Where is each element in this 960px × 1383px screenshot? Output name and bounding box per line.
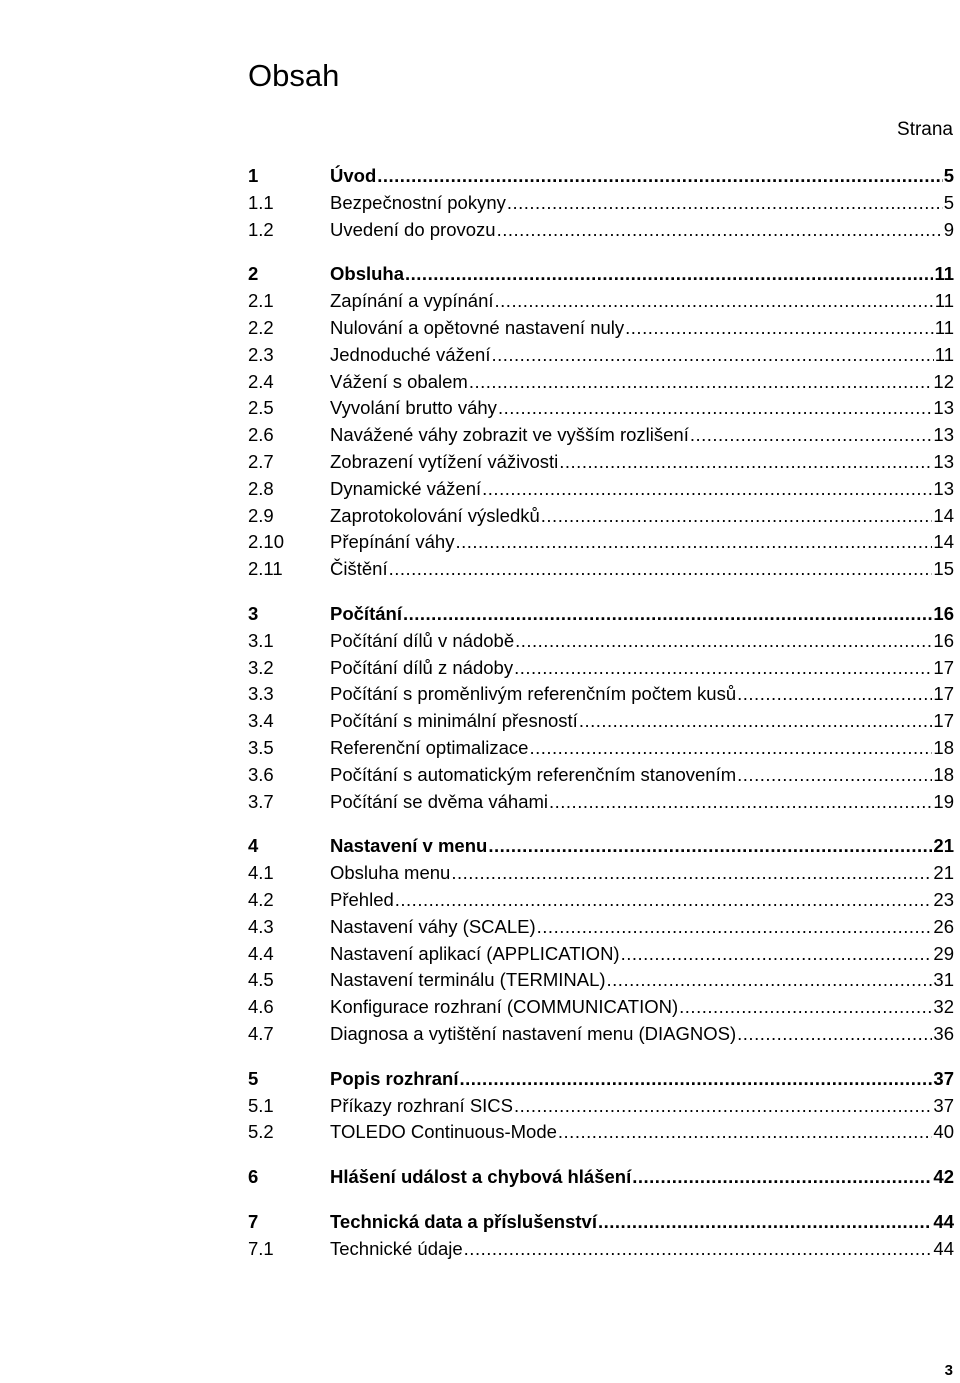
toc-dot-leader <box>403 601 932 628</box>
toc-entry-number: 5.2 <box>248 1121 274 1143</box>
toc-entry-number: 2.6 <box>248 424 274 446</box>
toc-entry-row[interactable] <box>248 1093 954 1120</box>
toc-entry-title: Vyvolání brutto váhy <box>330 397 497 419</box>
toc-dot-leader <box>377 163 942 190</box>
toc-dot-leader <box>737 1021 932 1048</box>
page-title: Obsah <box>248 58 340 93</box>
toc-entry-page: 11 <box>934 263 954 285</box>
toc-dot-leader <box>491 342 933 369</box>
page-number: 3 <box>944 1362 953 1379</box>
toc-entry-row[interactable] <box>248 503 954 530</box>
toc-chapter-row[interactable] <box>248 601 954 628</box>
toc-entry-number: 2.10 <box>248 531 285 553</box>
toc-entry-row[interactable] <box>248 422 954 449</box>
toc-chapter-row[interactable] <box>248 833 954 860</box>
toc-entry-row[interactable] <box>248 708 954 735</box>
toc-entry-number: 2.9 <box>248 504 274 526</box>
toc-entry-title: Popis rozhraní <box>330 1067 459 1089</box>
toc-entry-page: 44 <box>933 1237 954 1259</box>
toc-section <box>248 601 954 815</box>
toc-entry-page: 17 <box>933 656 954 678</box>
toc-section <box>248 261 954 583</box>
toc-dot-leader <box>621 941 933 968</box>
toc-entry-row[interactable] <box>248 190 954 217</box>
toc-dot-leader <box>607 967 933 994</box>
toc-entry-page: 17 <box>933 683 954 705</box>
toc-dot-leader <box>514 655 932 682</box>
toc-entry-number: 1.1 <box>248 191 274 213</box>
toc-dot-leader <box>598 1209 932 1236</box>
toc-entry-title: Technická data a příslušenství <box>330 1210 597 1232</box>
toc-entry-page: 26 <box>933 915 954 937</box>
table-of-contents <box>248 163 954 1280</box>
toc-section <box>248 1164 954 1191</box>
toc-entry-title: Počítání s automatickým referenčním stanovením <box>330 763 737 785</box>
toc-dot-leader <box>515 628 932 655</box>
toc-entry-number: 7 <box>248 1210 259 1232</box>
toc-entry-title: Technické údaje <box>330 1237 463 1259</box>
toc-dot-leader <box>559 449 932 476</box>
toc-entry-title: Zobrazení vytížení váživosti <box>330 450 559 472</box>
toc-entry-row[interactable] <box>248 288 954 315</box>
toc-entry-page: 40 <box>933 1121 954 1143</box>
toc-entry-row[interactable] <box>248 967 954 994</box>
toc-entry-number: 7.1 <box>248 1237 274 1259</box>
toc-entry-number: 3.5 <box>248 736 274 758</box>
toc-entry-title: Počítání dílů v nádobě <box>330 629 515 651</box>
toc-entry-number: 2.8 <box>248 477 274 499</box>
toc-entry-number: 5.1 <box>248 1094 274 1116</box>
toc-entry-page: 17 <box>933 710 954 732</box>
toc-entry-title: Jednoduché vážení <box>330 343 491 365</box>
toc-dot-leader <box>737 681 932 708</box>
toc-entry-page: 44 <box>933 1210 954 1232</box>
toc-entry-title: Uvedení do provozu <box>330 218 496 240</box>
toc-chapter-row[interactable] <box>248 1209 954 1236</box>
toc-entry-title: Zaprotokolování výsledků <box>330 504 540 526</box>
toc-entry-row[interactable] <box>248 529 954 556</box>
toc-dot-leader <box>690 422 933 449</box>
toc-entry-row[interactable] <box>248 1236 954 1263</box>
toc-dot-leader <box>579 708 933 735</box>
toc-dot-leader <box>737 762 932 789</box>
toc-entry-number: 2 <box>248 263 259 285</box>
toc-entry-page: 12 <box>933 370 954 392</box>
toc-entry-number: 2.2 <box>248 316 274 338</box>
toc-entry-title: Nulování a opětovné nastavení nuly <box>330 316 625 338</box>
toc-entry-title: Počítání se dvěma váhami <box>330 790 548 812</box>
toc-entry-page: 19 <box>933 790 954 812</box>
toc-entry-title: Nastavení váhy (SCALE) <box>330 915 536 937</box>
toc-entry-page: 37 <box>933 1094 954 1116</box>
toc-entry-page: 32 <box>933 996 954 1018</box>
toc-dot-leader <box>495 288 934 315</box>
toc-dot-leader <box>389 556 933 583</box>
toc-dot-leader <box>451 860 932 887</box>
toc-entry-title: Dynamické vážení <box>330 477 482 499</box>
toc-entry-title: Obsluha menu <box>330 862 451 884</box>
toc-dot-leader <box>507 190 943 217</box>
toc-entry-title: Navážené váhy zobrazit ve vyšším rozlišení <box>330 424 689 446</box>
toc-entry-row[interactable] <box>248 369 954 396</box>
toc-chapter-row[interactable] <box>248 261 954 288</box>
toc-entry-title: Vážení s obalem <box>330 370 468 392</box>
toc-entry-page: 13 <box>933 477 954 499</box>
toc-chapter-row[interactable] <box>248 1066 954 1093</box>
toc-entry-page: 16 <box>933 629 954 651</box>
toc-entry-title: TOLEDO Continuous-Mode <box>330 1121 557 1143</box>
toc-entry-page: 13 <box>933 450 954 472</box>
toc-entry-row[interactable] <box>248 476 954 503</box>
toc-section <box>248 833 954 1047</box>
toc-entry-number: 2.4 <box>248 370 274 392</box>
toc-entry-title: Počítání s minimální přesností <box>330 710 578 732</box>
toc-entry-title: Příkazy rozhraní SICS <box>330 1094 514 1116</box>
toc-entry-row[interactable] <box>248 941 954 968</box>
toc-dot-leader <box>395 887 933 914</box>
toc-entry-title: Zapínání a vypínání <box>330 290 494 312</box>
toc-entry-title: Nastavení aplikací (APPLICATION) <box>330 942 620 964</box>
toc-entry-row[interactable] <box>248 1021 954 1048</box>
toc-chapter-row[interactable] <box>248 163 954 190</box>
toc-dot-leader <box>455 529 932 556</box>
toc-entry-page: 29 <box>933 942 954 964</box>
toc-section <box>248 163 954 243</box>
toc-entry-title: Diagnosa a vytištění nastavení menu (DIAGNOS) <box>330 1022 737 1044</box>
toc-dot-leader <box>541 503 933 530</box>
toc-dot-leader <box>482 476 932 503</box>
toc-entry-number: 4.7 <box>248 1022 274 1044</box>
toc-entry-number: 3 <box>248 602 259 624</box>
toc-entry-page: 31 <box>933 969 954 991</box>
toc-dot-leader <box>405 261 933 288</box>
toc-section <box>248 1209 954 1263</box>
toc-entry-title: Referenční optimalizace <box>330 736 529 758</box>
toc-entry-title: Úvod <box>330 165 377 186</box>
toc-entry-number: 2.7 <box>248 450 274 472</box>
toc-entry-number: 4.6 <box>248 996 274 1018</box>
toc-entry-number: 4.3 <box>248 915 274 937</box>
toc-entry-row[interactable] <box>248 342 954 369</box>
toc-entry-number: 2.5 <box>248 397 274 419</box>
toc-entry-page: 5 <box>943 165 954 186</box>
toc-entry-number: 2.1 <box>248 290 274 312</box>
toc-dot-leader <box>679 994 932 1021</box>
toc-entry-row[interactable] <box>248 681 954 708</box>
toc-entry-title: Konfigurace rozhraní (COMMUNICATION) <box>330 996 679 1018</box>
toc-chapter-row[interactable] <box>248 1164 954 1191</box>
toc-entry-number: 1 <box>248 165 259 186</box>
toc-entry-number: 2.3 <box>248 343 274 365</box>
toc-dot-leader <box>464 1236 933 1263</box>
toc-dot-leader <box>549 789 932 816</box>
toc-entry-number: 3.1 <box>248 629 274 651</box>
toc-entry-title: Přehled <box>330 888 394 910</box>
toc-entry-row[interactable] <box>248 860 954 887</box>
toc-dot-leader <box>632 1164 932 1191</box>
toc-entry-number: 3.6 <box>248 763 274 785</box>
toc-entry-page: 23 <box>933 888 954 910</box>
toc-entry-title: Bezpečnostní pokyny <box>330 191 506 213</box>
toc-entry-number: 4.5 <box>248 969 274 991</box>
toc-dot-leader <box>537 914 933 941</box>
toc-section <box>248 1066 954 1146</box>
toc-entry-number: 4.1 <box>248 862 274 884</box>
toc-entry-page: 37 <box>933 1067 954 1089</box>
toc-dot-leader <box>498 395 932 422</box>
toc-entry-page: 5 <box>943 191 954 213</box>
toc-dot-leader <box>469 369 933 396</box>
toc-entry-title: Hlášení událost a chybová hlášení <box>330 1166 632 1188</box>
toc-entry-row[interactable] <box>248 655 954 682</box>
toc-entry-number: 3.2 <box>248 656 274 678</box>
toc-entry-page: 11 <box>934 290 954 312</box>
toc-entry-row[interactable] <box>248 735 954 762</box>
toc-entry-row[interactable] <box>248 994 954 1021</box>
toc-dot-leader <box>488 833 932 860</box>
toc-entry-page: 11 <box>934 343 954 365</box>
toc-entry-row[interactable] <box>248 762 954 789</box>
page-column-header: Strana <box>897 119 953 140</box>
toc-entry-row[interactable] <box>248 1119 954 1146</box>
toc-entry-row[interactable] <box>248 556 954 583</box>
toc-entry-number: 3.3 <box>248 683 274 705</box>
toc-entry-number: 4.2 <box>248 888 274 910</box>
toc-entry-title: Nastavení terminálu (TERMINAL) <box>330 969 606 991</box>
toc-entry-page: 42 <box>933 1166 954 1188</box>
toc-entry-page: 18 <box>933 763 954 785</box>
toc-entry-number: 3.7 <box>248 790 274 812</box>
toc-entry-number: 2.11 <box>248 558 283 580</box>
toc-entry-page: 16 <box>933 602 954 624</box>
toc-entry-page: 21 <box>933 862 954 884</box>
toc-entry-row[interactable] <box>248 217 954 244</box>
toc-entry-title: Čištění <box>330 558 388 580</box>
toc-entry-number: 4.4 <box>248 942 274 964</box>
toc-entry-page: 14 <box>933 504 954 526</box>
toc-entry-row[interactable] <box>248 789 954 816</box>
toc-entry-page: 14 <box>933 531 954 553</box>
toc-entry-title: Počítání s proměnlivým referenčním počtem kusů <box>330 683 737 705</box>
toc-dot-leader <box>497 217 943 244</box>
toc-entry-row[interactable] <box>248 914 954 941</box>
toc-entry-page: 13 <box>933 397 954 419</box>
toc-entry-number: 6 <box>248 1166 259 1188</box>
toc-entry-number: 5 <box>248 1067 259 1089</box>
toc-entry-page: 18 <box>933 736 954 758</box>
toc-entry-number: 1.2 <box>248 218 274 240</box>
toc-entry-row[interactable] <box>248 628 954 655</box>
toc-dot-leader <box>625 315 934 342</box>
toc-entry-row[interactable] <box>248 887 954 914</box>
toc-dot-leader <box>514 1093 932 1120</box>
toc-dot-leader <box>558 1119 933 1146</box>
toc-entry-page: 36 <box>933 1022 954 1044</box>
toc-entry-row[interactable] <box>248 315 954 342</box>
toc-entry-number: 3.4 <box>248 710 274 732</box>
toc-entry-title: Obsluha <box>330 263 405 285</box>
toc-entry-title: Přepínání váhy <box>330 531 455 553</box>
toc-entry-page: 11 <box>934 316 954 338</box>
toc-entry-page: 15 <box>933 558 954 580</box>
toc-entry-page: 9 <box>943 218 954 240</box>
toc-entry-page: 13 <box>933 424 954 446</box>
toc-entry-row[interactable] <box>248 449 954 476</box>
toc-dot-leader <box>460 1066 933 1093</box>
toc-entry-title: Počítání dílů z nádoby <box>330 656 514 678</box>
toc-entry-title: Nastavení v menu <box>330 835 488 857</box>
toc-entry-title: Počítání <box>330 602 402 624</box>
toc-entry-number: 4 <box>248 835 259 857</box>
toc-entry-row[interactable] <box>248 395 954 422</box>
toc-entry-page: 21 <box>933 835 954 857</box>
toc-dot-leader <box>529 735 932 762</box>
